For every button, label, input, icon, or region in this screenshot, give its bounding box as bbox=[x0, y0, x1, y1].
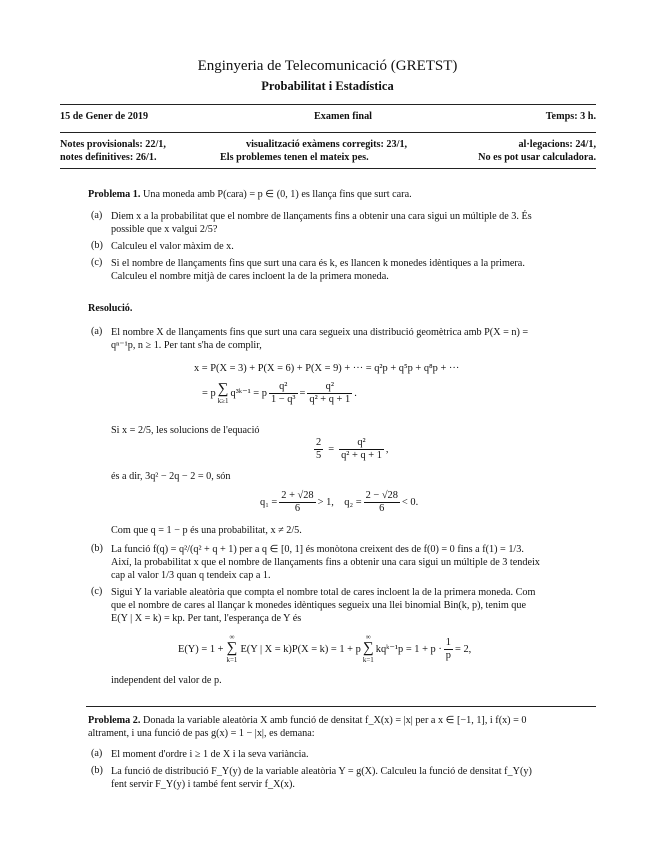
p1-c-label: (c) bbox=[91, 257, 103, 268]
eq4-frac1: $\frac{2 + √28}{6}$ bbox=[281, 489, 314, 514]
res-si-text: Si x = 2/5, les solucions de l'equació bbox=[111, 425, 260, 436]
exam-time: Temps: 3 h. bbox=[545, 111, 596, 122]
eq4-end: < 0. bbox=[401, 496, 419, 508]
eq5-middle: E(Y | X = k)P(X = k) = 1 + p bbox=[240, 643, 361, 655]
problem1-heading: Problema 1. bbox=[88, 189, 141, 200]
eq2-frac2: $\frac{\text{q²}}{\text{q² + q + 1}}$ bbox=[309, 380, 351, 405]
allegacions-date: al·legacions: 24/1, bbox=[518, 139, 596, 150]
p1-c-line1: Si el nombre de llançaments fins que surt una cara és k, es llancen k monedes idèntiques a la primera. bbox=[111, 258, 525, 269]
eq3-frac2: $\frac{\text{q²}}{\text{q² + q + 1}}$ bbox=[341, 436, 382, 461]
eq5-sum2: ∞ ∑ k=1 bbox=[362, 633, 374, 664]
res-b-line3: cap al valor 1/3 quan q tendeix cap a 1. bbox=[111, 570, 271, 581]
eq4-q1: q₁ = bbox=[260, 496, 278, 508]
problem2-line1: Donada la variable aleatòria X amb funció de densitat f_X(x) = |x| per a x ∈ [−1, 1], i f(x) = 0 bbox=[143, 715, 527, 726]
p1-a-line2: possible que x valgui 2/5? bbox=[111, 224, 218, 235]
eq3-frac1: $\frac{2}{5}$ bbox=[316, 436, 322, 461]
p1-a-label: (a) bbox=[91, 210, 103, 221]
res-b-line1: La funció f(q) = q²/(q² + q + 1) per a q ∈ [0, 1] és monòtona creixent des de f(0) = 0 fins a f(1) = 1/3. bbox=[111, 544, 524, 555]
resolucio-heading: Resolució. bbox=[88, 303, 133, 314]
eq2-sum-sign: ∑ bbox=[217, 380, 229, 397]
exam-type: Examen final bbox=[314, 111, 373, 122]
eq2-equals: = bbox=[299, 387, 306, 399]
eq5-sum1: ∞ ∑ k=1 bbox=[226, 633, 238, 664]
visualitzacio-date: visualització exàmens corregits: 23/1, bbox=[246, 139, 408, 150]
problem2-line2: altrament, i una funció de pas g(x) = 1 − |x|, es demana: bbox=[88, 728, 315, 739]
eq2-prefix: = p bbox=[202, 387, 216, 399]
res-a-label: (a) bbox=[91, 326, 103, 337]
problemes-pes: Els problemes tenen el mateix pes. bbox=[220, 152, 369, 163]
eq3-end: , bbox=[385, 443, 389, 455]
page-title: Enginyeria de Telecomunicació (GRETST) bbox=[197, 58, 458, 74]
eq5-end: = 2, bbox=[455, 643, 472, 655]
eq4-mid: > 1, q₂ = bbox=[317, 496, 362, 508]
eq2-term: q³ᵏ⁻¹ = p bbox=[230, 388, 267, 399]
problem2-statement bbox=[88, 714, 608, 727]
res-b-label: (b) bbox=[91, 543, 103, 554]
problem2-rule bbox=[86, 706, 596, 707]
eq5-start: E(Y) = 1 + bbox=[178, 643, 224, 655]
res-c-line3: E(Y | X = k) = kp. Per tant, l'esperança de Y és bbox=[111, 613, 302, 624]
header-top-rule bbox=[60, 104, 596, 105]
header-mid-rule bbox=[60, 132, 596, 133]
p2-b-label: (b) bbox=[91, 765, 103, 776]
header-bottom-rule bbox=[60, 168, 596, 169]
equation-x-series: x = P(X = 3) + P(X = 6) + P(X = 9) + ··· = q²p + q⁵p + q⁸p + ··· bbox=[194, 363, 460, 374]
p1-b-text: Calculeu el valor màxim de x. bbox=[111, 241, 234, 252]
problem2-heading: Problema 2. bbox=[88, 715, 141, 726]
p2-b-line2: fent servir F_Y(y) i també fent servir f_X(x). bbox=[111, 779, 295, 790]
eq5-term: kqᵏ⁻¹p = 1 + p · bbox=[375, 644, 442, 655]
eq4-frac2: $\frac{2 - √28}{6}$ bbox=[365, 489, 398, 514]
problem1-statement bbox=[88, 188, 608, 201]
p1-b-label: (b) bbox=[91, 240, 103, 251]
equation-roots bbox=[260, 487, 418, 517]
res-es-text: és a dir, 3q² − 2q − 2 = 0, són bbox=[111, 471, 231, 482]
problem1-text: Una moneda amb P(cara) = p ∈ (0, 1) es llança fins que surt cara. bbox=[143, 189, 412, 200]
res-c-line1: Sigui Y la variable aleatòria que compta el nombre total de cares incloent la de la primera moneda. Com bbox=[111, 587, 536, 598]
p2-a-text: El moment d'ordre i ≥ 1 de X i la seva variància. bbox=[111, 749, 309, 760]
p1-c-line2: Calculeu el nombre mitjà de cares incloent la de la primera moneda. bbox=[111, 271, 389, 282]
eq2-sum-sub: k≥1 bbox=[217, 396, 229, 405]
eq5-frac: $\frac{1}{p}$ bbox=[445, 636, 451, 661]
notes-definitives: notes definitives: 26/1. bbox=[60, 152, 157, 163]
p2-b-line1: La funció de distribució F_Y(y) de la variable aleatòria Y = g(X). Calculeu la funció de densitat f_Y(y) bbox=[111, 766, 532, 777]
equation-quadratic-fraction bbox=[312, 434, 389, 464]
p2-a-label: (a) bbox=[91, 748, 103, 759]
res-com-text: Com que q = 1 − p és una probabilitat, x ≠ 2/5. bbox=[111, 525, 302, 536]
eq3-equals: = bbox=[328, 443, 335, 455]
res-indep-text: independent del valor de p. bbox=[111, 675, 222, 686]
exam-date: 15 de Gener de 2019 bbox=[60, 111, 149, 122]
res-a-line1: El nombre X de llançaments fins que surt una cara segueix una distribució geomètrica amb P(X = n) = bbox=[111, 327, 529, 338]
eq2-sum bbox=[218, 382, 229, 405]
res-c-line2: que el nombre de cares al llançar k monedes idèntiques segueix una llei binomial Bin(k, p), tenim que bbox=[111, 600, 527, 611]
p1-a-line1: Diem x a la probabilitat que el nombre de llançaments fins a obtenir una cara sigui un múltiple de 3. És bbox=[111, 211, 532, 222]
page-subtitle: Probabilitat i Estadística bbox=[261, 79, 394, 93]
calculadora-note: No es pot usar calculadora. bbox=[478, 152, 596, 163]
res-c-label: (c) bbox=[91, 586, 103, 597]
equation-x-closed-form bbox=[202, 378, 357, 408]
res-b-line2: Així, la probabilitat x que el nombre de llançaments fins a obtenir una cara sigui un múltiple de 3 tendeix bbox=[111, 557, 540, 568]
notes-provisionals: Notes provisionals: 22/1, bbox=[60, 139, 166, 150]
equation-expectation bbox=[178, 630, 471, 668]
eq2-frac1: $\frac{\text{q²}}{\text{1 − q³}}$ bbox=[270, 380, 296, 405]
res-a-line2: qⁿ⁻¹p, n ≥ 1. Per tant s'ha de complir, bbox=[111, 340, 262, 351]
eq2-end: . bbox=[354, 387, 357, 399]
